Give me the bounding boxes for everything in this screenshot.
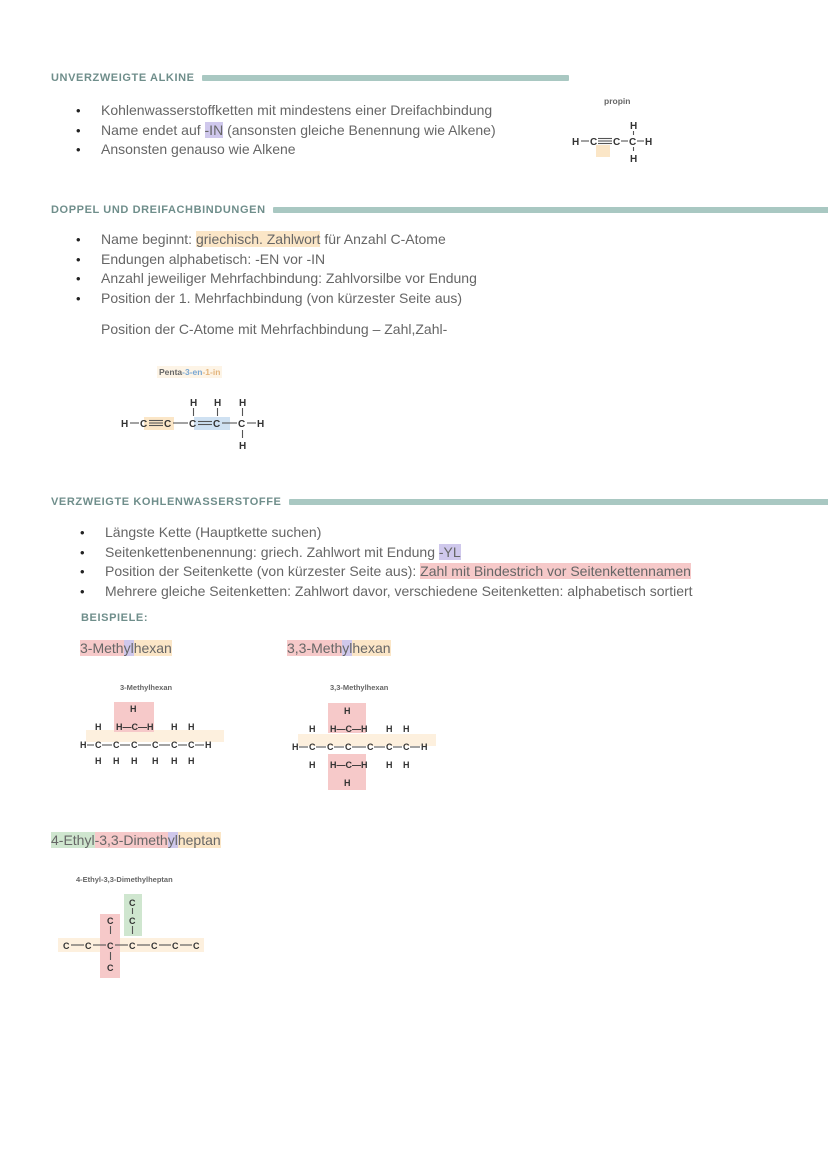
svg-text:C: C (188, 740, 195, 750)
svg-text:C: C (164, 419, 172, 430)
list-item: • Seitenkettenbenennung: griech. Zahlwort mit Endung -YL (105, 543, 693, 563)
svg-text:C: C (107, 941, 114, 951)
svg-text:C: C (189, 419, 197, 430)
svg-text:C: C (107, 916, 114, 926)
bullet-list-alkine (51, 101, 496, 160)
svg-text:H: H (205, 740, 212, 750)
svg-text:C: C (129, 916, 136, 926)
svg-text:H: H (171, 722, 178, 732)
molecule-caption: Penta-3-en-1-in (159, 367, 221, 377)
bullet-list-verzweigt (55, 523, 693, 601)
list-item: • Position der 1. Mehrfachbindung (von kürzester Seite aus) (101, 289, 477, 309)
molecule-caption: propin (604, 96, 631, 106)
list-item: • Name endet auf -IN (ansonsten gleiche Benennung wie Alkene) (101, 121, 496, 141)
svg-text:C: C (213, 419, 221, 430)
3-methylhexan-structure (78, 700, 228, 768)
section-divider (202, 75, 569, 81)
svg-text:H—C—H: H—C—H (330, 724, 368, 734)
svg-text:C: C (590, 137, 598, 148)
svg-text:H: H (239, 441, 247, 452)
svg-text:C: C (386, 742, 393, 752)
section-header-alkine (51, 72, 569, 84)
svg-text:C: C (95, 740, 102, 750)
svg-text:H—C—H: H—C—H (330, 760, 368, 770)
svg-text:H: H (95, 722, 102, 732)
svg-text:C: C (327, 742, 334, 752)
svg-text:H: H (113, 756, 120, 766)
svg-text:C: C (613, 137, 621, 148)
svg-text:H: H (121, 419, 129, 430)
svg-text:C: C (152, 740, 159, 750)
svg-text:C: C (367, 742, 374, 752)
svg-text:H: H (309, 760, 316, 770)
svg-text:C: C (403, 742, 410, 752)
list-item: • Kohlenwasserstoffketten mit mindestens einer Dreifachbindung (101, 101, 496, 121)
svg-text:C: C (172, 941, 179, 951)
section-title: UNVERZWEIGTE ALKINE (51, 72, 195, 84)
svg-text:C: C (107, 963, 114, 973)
section-divider (273, 207, 828, 213)
svg-text:C: C (629, 137, 637, 148)
svg-text:H: H (421, 742, 428, 752)
svg-text:H: H (403, 760, 410, 770)
section-header-doppel (51, 204, 828, 216)
list-item: • Mehrere gleiche Seitenketten: Zahlwort davor, verschiedene Seitenketten: alphabetisch sortiert (105, 582, 693, 602)
svg-text:C: C (129, 898, 136, 908)
svg-text:C: C (131, 740, 138, 750)
note-text: Position der C-Atome mit Mehrfachbindung – Zahl,Zahl- (101, 321, 448, 337)
highlight: -IN (204, 121, 224, 138)
svg-text:H: H (80, 740, 87, 750)
svg-text:H: H (403, 724, 410, 734)
list-item: • Position der Seitenkette (von kürzester Seite aus): Zahl mit Bindestrich vor Seitenkettennamen (105, 562, 693, 582)
3-3-methylhexan-structure (290, 700, 440, 792)
svg-text:H: H (152, 756, 159, 766)
svg-text:H: H (572, 137, 580, 148)
propin-structure (570, 118, 680, 170)
highlight: griechisch. Zahlwort (195, 231, 321, 247)
svg-text:H: H (292, 742, 299, 752)
svg-text:C: C (151, 941, 158, 951)
section-title: VERZWEIGTE KOHLENWASSERSTOFFE (51, 496, 282, 508)
molecule-caption: 3,3-Methylhexan (330, 683, 389, 692)
section-divider (289, 499, 828, 505)
examples-heading: BEISPIELE: (81, 612, 149, 624)
svg-text:H: H (344, 706, 351, 716)
molecule-caption: 3-Methylhexan (120, 683, 173, 692)
svg-text:C: C (63, 941, 70, 951)
list-item: • Längste Kette (Hauptkette suchen) (105, 523, 693, 543)
example-name-1: 3-Methylhexan (80, 640, 172, 656)
list-item: • Anzahl jeweiliger Mehrfachbindung: Zahlvorsilbe vor Endung (101, 269, 477, 289)
svg-text:C: C (140, 419, 148, 430)
penta-3-en-1-in-structure (118, 394, 288, 454)
svg-text:H: H (95, 756, 102, 766)
section-header-verzweigt (51, 496, 828, 508)
list-item: • Ansonsten genauso wie Alkene (101, 140, 496, 160)
svg-text:H: H (344, 778, 351, 788)
svg-text:H: H (630, 154, 638, 165)
list-item: • Name beginnt: griechisch. Zahlwort für Anzahl C-Atome (101, 230, 477, 250)
example-name-2: 3,3-Methylhexan (287, 640, 391, 656)
4-ethyl-3-3-dimethylheptan-structure (58, 892, 208, 982)
svg-text:C: C (238, 419, 246, 430)
svg-text:H: H (130, 704, 137, 714)
svg-text:H: H (257, 419, 265, 430)
bullet-list-doppel (51, 230, 477, 308)
svg-text:H—C—H: H—C—H (116, 722, 154, 732)
section-title: DOPPEL UND DREIFACHBINDUNGEN (51, 204, 266, 216)
example-name-3: 4-Ethyl-3,3-Dimethylheptan (51, 832, 221, 848)
svg-text:H: H (171, 756, 178, 766)
svg-text:C: C (309, 742, 316, 752)
svg-text:H: H (188, 722, 195, 732)
svg-text:H: H (309, 724, 316, 734)
svg-text:H: H (214, 398, 222, 409)
molecule-caption: 4-Ethyl-3,3-Dimethylheptan (76, 875, 173, 884)
svg-text:H: H (386, 724, 393, 734)
svg-text:H: H (630, 121, 638, 132)
svg-text:C: C (113, 740, 120, 750)
svg-text:C: C (129, 941, 136, 951)
svg-text:H: H (386, 760, 393, 770)
svg-text:H: H (188, 756, 195, 766)
svg-text:H: H (239, 398, 247, 409)
svg-text:C: C (345, 742, 352, 752)
svg-text:H: H (190, 398, 198, 409)
list-item: • Endungen alphabetisch: -EN vor -IN (101, 250, 477, 270)
svg-text:H: H (645, 137, 653, 148)
highlight: Zahl mit Bindestrich vor Seitenkettennamen (420, 563, 691, 579)
svg-text:C: C (171, 740, 178, 750)
highlight: -YL (438, 543, 461, 560)
svg-text:H: H (131, 756, 138, 766)
svg-text:C: C (85, 941, 92, 951)
svg-text:C: C (193, 941, 200, 951)
